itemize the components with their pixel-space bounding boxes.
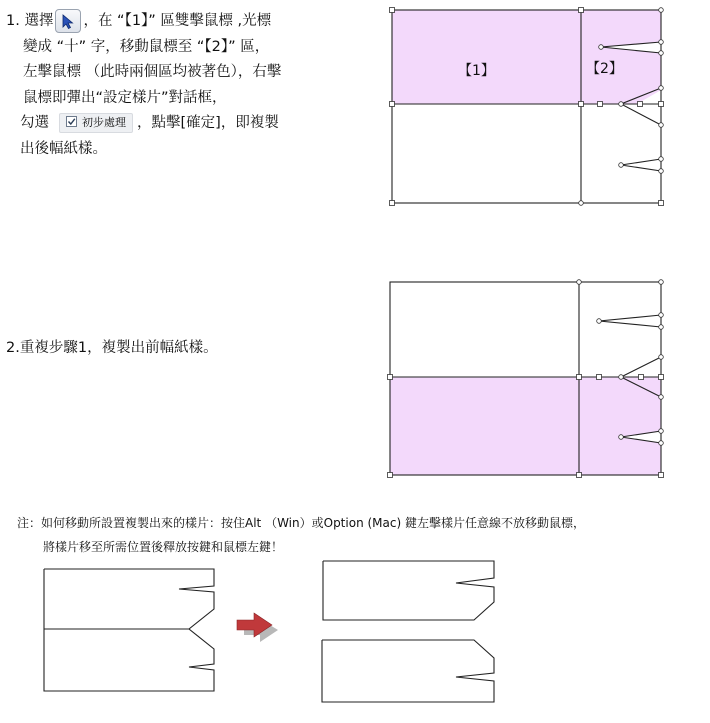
checkbox-icon	[66, 116, 77, 127]
step1-line2: 變成 “十” 字，移動鼠標至 “【2】” 區，	[23, 38, 270, 55]
step1-line4: 鼠標即彈出“設定樣片”對話框，	[23, 89, 227, 106]
step1-line1: 1. 選擇 ，在 “【1】” 區雙擊鼠標 ,光標	[6, 9, 281, 35]
right-arrow-icon	[237, 613, 278, 642]
step2-instructions: 2.重複步驟1，複製出前幅紙樣。	[6, 340, 218, 356]
step1-line6: 出後幅紙樣。	[20, 140, 107, 157]
select-arrow-icon	[62, 14, 74, 29]
front-region-highlight	[390, 377, 579, 475]
region-2-label: 【2】	[586, 61, 623, 77]
region-2-highlight	[581, 10, 661, 104]
step1-line5: 勾選 初步處理 ，點擊[確定]，即複製	[20, 115, 279, 131]
back-piece-outline	[323, 561, 494, 620]
pattern-diagram-step1	[386, 5, 671, 209]
note-line1: 注：如何移動所設置複製出來的樣片：按住Alt （Win）或Option (Mac) 鍵左擊樣片任意線不放移動鼠標，	[17, 516, 585, 530]
region-1-highlight	[392, 10, 581, 104]
note	[17, 511, 585, 559]
step2-number: 2.	[6, 340, 20, 356]
dart-lower	[621, 159, 661, 171]
dart-upper	[599, 315, 661, 327]
step1-instructions	[6, 9, 281, 162]
initial-processing-checkbox[interactable]: 初步處理	[59, 113, 133, 133]
move-pieces-diagram	[40, 560, 500, 706]
combined-pattern-outline	[44, 569, 214, 691]
region-1-label: 【1】	[458, 63, 495, 79]
pattern-diagram-step2	[385, 278, 670, 480]
select-tool-button[interactable]	[55, 9, 81, 33]
step1-line3: 左擊鼠標 （此時兩個區均被著色），右擊	[23, 64, 282, 80]
front-piece-outline	[322, 640, 494, 702]
front-side-highlight	[579, 377, 661, 475]
step1-number: 1.	[6, 13, 20, 29]
note-line2: 將樣片移至所需位置後釋放按鍵和鼠標左鍵！	[43, 540, 284, 554]
